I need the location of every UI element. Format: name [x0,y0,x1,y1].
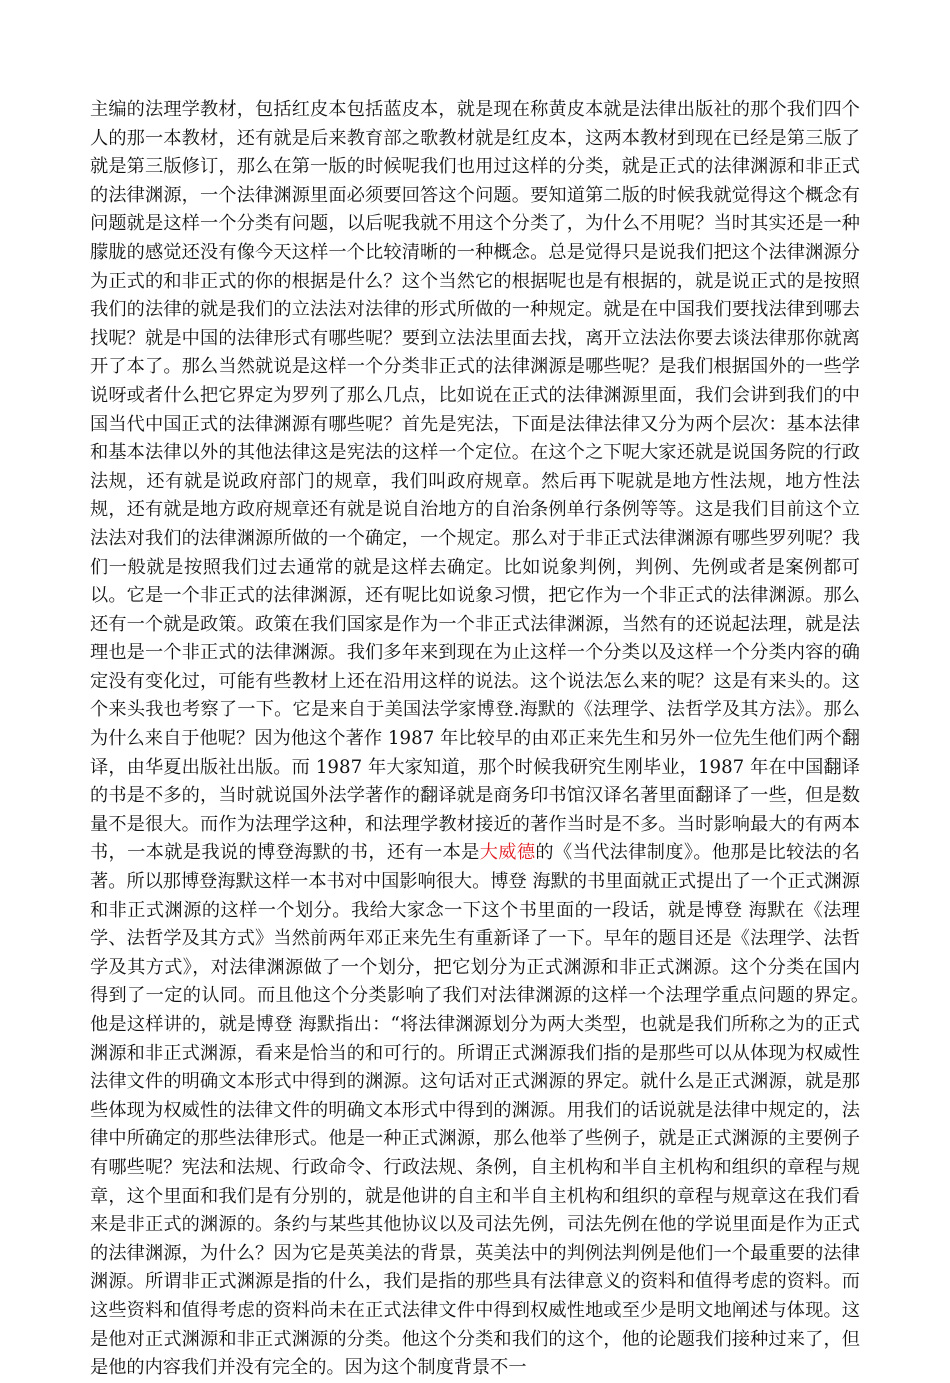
highlighted-name: 大威德 [479,842,536,864]
document-page [90,96,897,1383]
body-text-part-1: 主编的法理学教材，包括红皮本包括蓝皮本，就是现在称黄皮本就是法律出版社的那个我们四个人的那一本教材，还有就是后来教育部之歌教材就是红皮本，这两本教材到现在已经是第三版了就是第三版修订，那么在第一版的时候呢我们也用过这样的分类，就是正式的法律渊源和非正式的法律渊源，一个法律渊源里面必须要回答这个问题。要知道第二版的时候我就觉得这个概念有问题就是这样一个分类有问题，以后呢我就不用这个分类了，为什么不用呢？当时其实还是一种朦胧的感觉还没有像今天这样一个比较清晰的一种概念。总是觉得只是说我们把这个法律渊源分为正式的和非正式的你的根据是什么？这个当然它的根据呢也是有根据的，就是说正式的是按照我们的法律的就是我们的立法法对法律的形式所做的一种规定。就是在中国我们要找法律到哪去找呢？就是中国的法律形式有哪些呢？要到立法法里面去找，离开立法法你要去谈法律那你就离开了本了。那么当然就说是这样一个分类非正式的法律渊源是哪些呢？是我们根据国外的一些学说呀或者什么把它界定为罗列了那么几点，比如说在正式的法律渊源里面，我们会讲到我们的中国当代中国正式的法律渊源有哪些呢？首先是宪法，下面是法律法律又分为两个层次：基本法律和基本法律以外的其他法律这是宪法的这样一个定位。在这个之下呢大家还就是说国务院的行政法规，还有就是说政府部门的规章，我们叫政府规章。然后再下呢就是地方性法规，地方性法规，还有就是地方政府规章还有就是说自治地方的自治条例单行条例等等。这是我们目前这个立法法对我们的法律渊源所做的一个确定，一个规定。那么对于非正式法律渊源有哪些罗列呢？我们一般就是按照我们过去通常的就是这样去确定。比如说象判例，判例、先例或者是案例都可以。它是一个非正式的法律渊源，还有呢比如说象习惯，把它作为一个非正式的法律渊源。那么还有一个就是政策。政策在我们国家是作为一个非正式法律渊源，当然有的还说起法理，就是法理也是一个非正式的法律渊源。我们多年来到现在为止这样一个分类以及这样一个分类内容的确定没有变化过，可能有些教材上还在沿用这样的说法。这个说法怎么来的呢？这是有来头的。这个来头我也考察了一下。它是来自于美国法学家博登.海默的《法理学、法哲学及其方法》。那么为什么来自于他呢？因为他这个著作 1987 年比较早的由邓正来先生和另外一位先生他们两个翻译，由华夏出版社出版。而 1987 年大家知道，那个时候我研究生刚毕业，1987 年在中国翻译的书是不多的，当时就说国外法学著作的翻译就是商务印书馆汉译名著里面翻译了一些，但是数量不是很大。而作为法理学这种，和法理学教材接近的著作当时是不多。当时影响最大的有两本书，一本就是我说的博登海默的书，还有一本是 [90,99,860,864]
body-text-part-2: 的《当代法律制度》。他那是比较法的名著。所以那博登海默这样一本书对中国影响很大。博登 海默的书里面就正式提出了一个正式渊源和非正式渊源的这样一个划分。我给大家念一下这个书里面的一段话，就是博登 海默在《法理学、法哲学及其方式》当然前两年邓正来先生有重新译了一下。早年的题目还是《法理学、法哲学及其方式》，对法律渊源做了一个划分，把它划分为正式渊源和非正式渊源。这个分类在国内得到了一定的认同。而且他这个分类影响了我们对法律渊源的这样一个法理学重点问题的界定。 他是这样讲的，就是博登 海默指出：“将法律渊源划分为两大类型，也就是我们所称之为的正式渊源和非正式渊源，看来是恰当的和可行的。所谓正式渊源我们指的是那些可以从体现为权威性法律文件的明确文本形式中得到的渊源。这句话对正式渊源的界定。就什么是正式渊源，就是那些体现为权威性的法律文件的明确文本形式中得到的渊源。用我们的话说就是法律中规定的，法律中所确定的那些法律形式。他是一种正式渊源，那么他举了些例子，就是正式渊源的主要例子有哪些呢？宪法和法规、行政命令、行政法规、条例，自主机构和半自主机构和组织的章程与规章，这个里面和我们是有分别的，就是他讲的自主和半自主机构和组织的章程与规章这在我们看来是非正式的渊源的。条约与某些其他协议以及司法先例，司法先例在他的学说里面是作为正式的法律渊源，为什么？因为它是英美法的背景，英美法中的判例法判例是他们一个最重要的法律渊源。所谓非正式渊源是指的什么，我们是指的那些具有法律意义的资料和值得考虑的资料。而这些资料和值得考虑的资料尚未在正式法律文件中得到权威性地或至少是明文地阐述与体现。这是他对正式渊源和非正式渊源的分类。他这个分类和我们的这个，他的论题我们接种过来了，但是他的内容我们并没有完全的。因为这个制度背景不一 [90,842,897,1379]
body-paragraph [90,96,897,1383]
